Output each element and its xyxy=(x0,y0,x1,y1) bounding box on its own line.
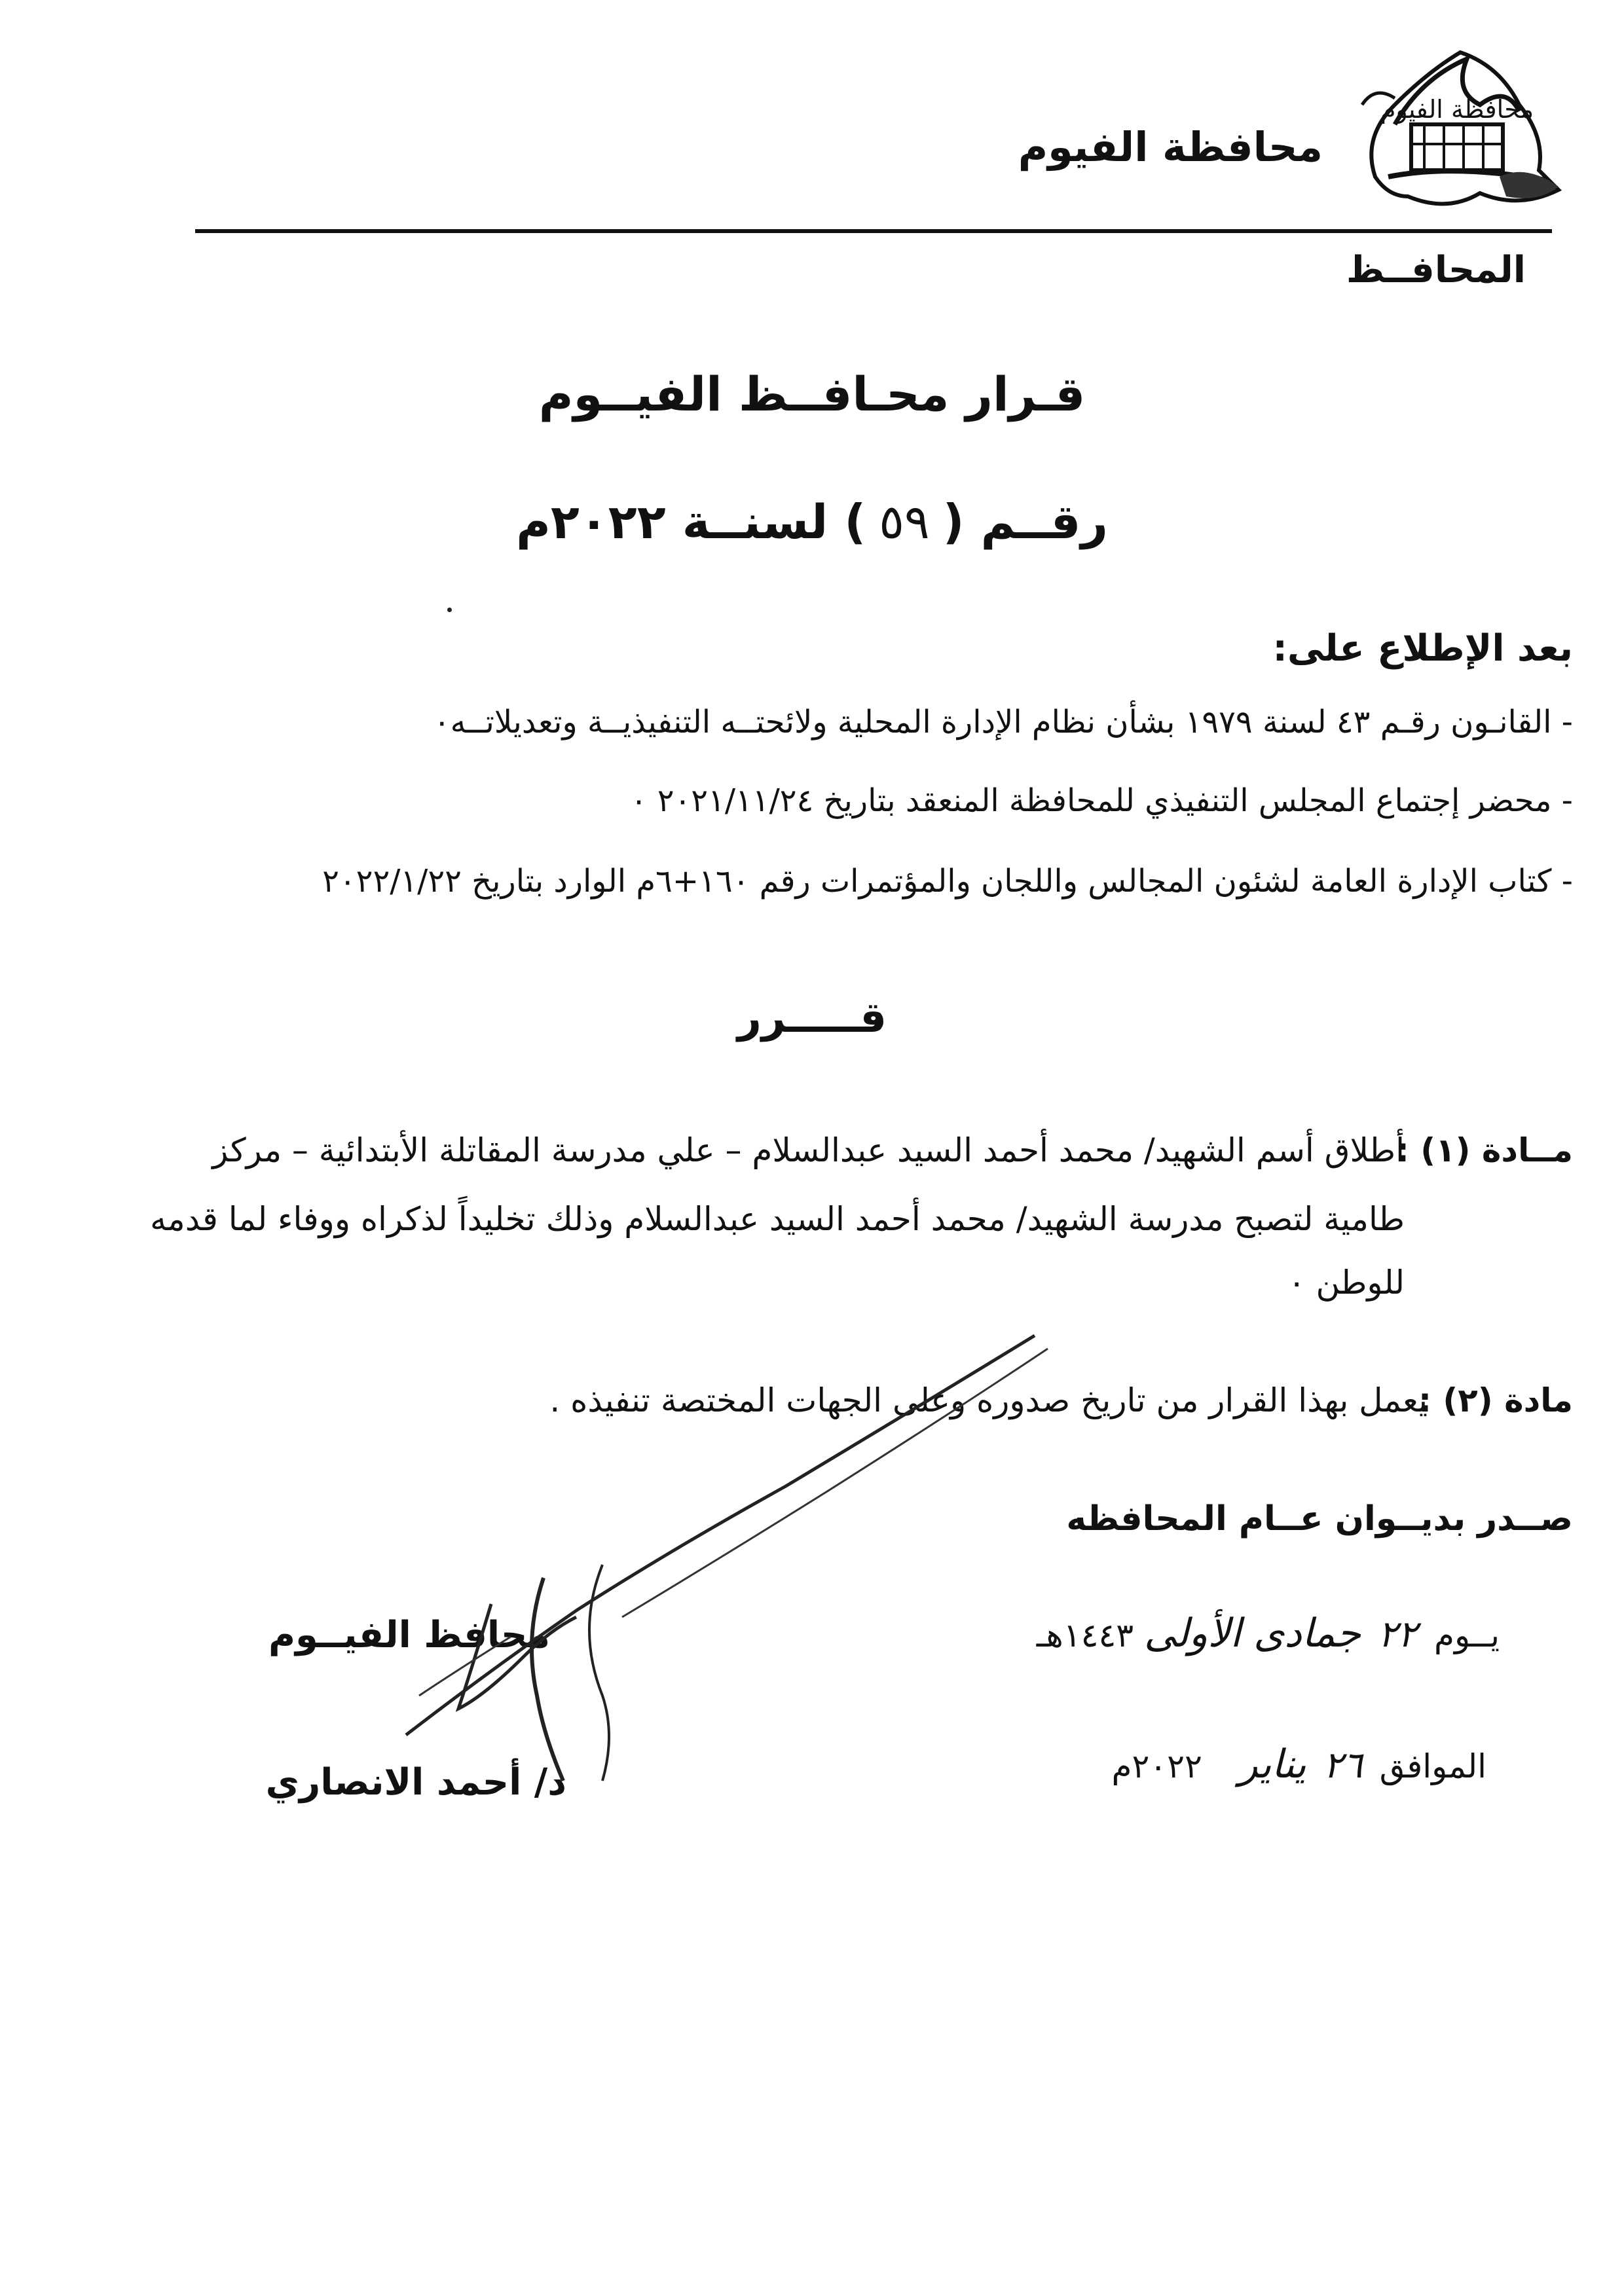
hijri-label: يــوم xyxy=(1434,1616,1500,1654)
gregorian-date xyxy=(1111,1741,1486,1787)
number-prefix: رقــم ( xyxy=(942,494,1108,549)
signer-title: محافظ الفيــوم xyxy=(268,1614,550,1656)
preamble-item: - كتاب الإدارة العامة لشئون المجالس واللجان والمؤتمرات رقم ١٦٠+٦م الوارد بتاريخ ٢٠٢٢/١/٢٢ xyxy=(322,863,1573,900)
handwritten-signature xyxy=(327,1329,1100,1787)
article2-text: يعمل بهذا القرار من تاريخ صدوره وعلى الجهات المختصة تنفيذه . xyxy=(549,1381,1428,1419)
decree-number-line xyxy=(0,494,1624,549)
decree-number: ٥٩ xyxy=(879,494,930,549)
signer-name: د/ أحمد الانصاري xyxy=(265,1761,566,1804)
hijri-day-handwritten: ٢٢ xyxy=(1377,1613,1418,1656)
office-title: المحافــظ xyxy=(1346,249,1526,291)
decision-heading: قـــــرر xyxy=(737,994,887,1042)
issued-at: صــدر بديــوان عــام المحافظه xyxy=(1066,1499,1573,1539)
preamble-heading: بعد الإطلاع على: xyxy=(1272,627,1573,670)
greg-month-handwritten: يناير xyxy=(1238,1741,1306,1787)
greg-day-handwritten: ٢٦ xyxy=(1323,1744,1363,1787)
speck xyxy=(447,608,452,612)
decree-title: قـرار محـافــظ الفيــوم xyxy=(538,367,1086,422)
hijri-month-handwritten: جمادى الأولى xyxy=(1144,1611,1361,1656)
preamble-item: - القانـون رقـم ٤٣ لسنة ١٩٧٩ بشأن نظام الإدارة المحلية ولائحتــه التنفيذيــة وتعديلاتــه٠ xyxy=(433,704,1573,740)
header-divider xyxy=(195,229,1552,233)
greg-label: الموافق xyxy=(1379,1747,1486,1785)
article1-line: طامية لتصبح مدرسة الشهيد/ محمد أحمد السيد عبدالسلام وذلك تخليداً لذكراه ووفاء لما قدمه xyxy=(150,1200,1405,1238)
governorate-name: محافظة الفيوم xyxy=(1018,123,1323,171)
article1-line: للوطن ٠ xyxy=(1287,1264,1405,1302)
governorate-logo xyxy=(1349,26,1565,223)
number-suffix: ) لسنــة ٢٠٢٢م xyxy=(516,494,866,549)
hijri-year: ١٤٤٣هـ xyxy=(1036,1616,1134,1654)
article1-label: مــادة (١) : xyxy=(1395,1131,1573,1169)
greg-year: ٢٠٢٢م xyxy=(1111,1747,1202,1785)
preamble-item: - محضر إجتماع المجلس التنفيذي للمحافظة المنعقد بتاريخ ٢٠٢١/١١/٢٤ ٠ xyxy=(630,782,1573,819)
article1-line: أطلاق أسم الشهيد/ محمد أحمد السيد عبدالسلام – علي مدرسة المقاتلة الأبتدائية – مركز xyxy=(212,1131,1405,1169)
logo-text: محافظة الفيوم xyxy=(1380,95,1534,124)
hijri-date xyxy=(1037,1611,1500,1656)
article2-label: مادة (٢) : xyxy=(1418,1381,1573,1419)
